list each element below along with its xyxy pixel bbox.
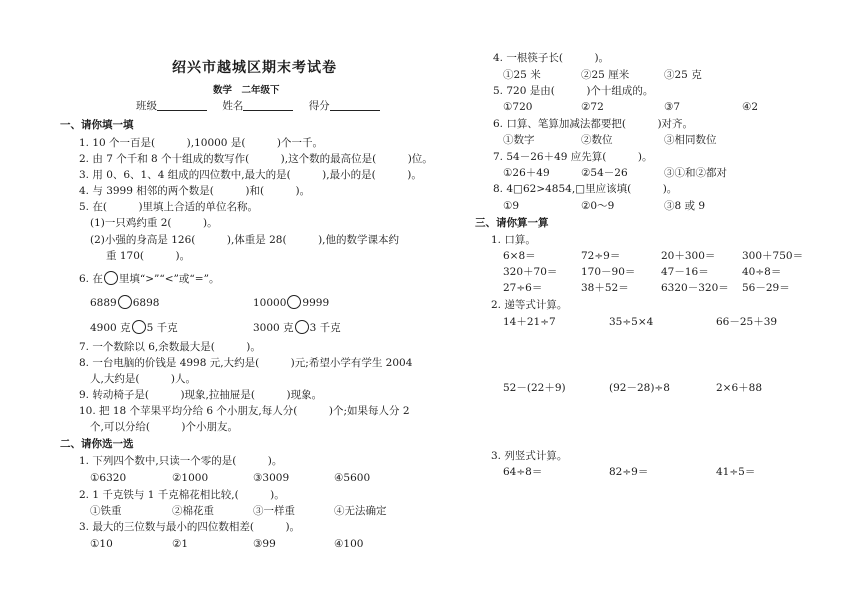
choose-q2: 2. 1 千克铁与 1 千克棉花相比较,( )。 bbox=[79, 489, 285, 501]
fill-q4: 4. 与 3999 相邻的两个数是( )和( )。 bbox=[79, 185, 311, 197]
choose-q4-opt1: ①25 米 bbox=[503, 69, 541, 81]
vertical-c2: 82÷9＝ bbox=[609, 466, 649, 478]
compare-4-right: 3 千克 bbox=[309, 322, 341, 334]
choose-q7: 7. 54－26＋49 应先算( )。 bbox=[493, 151, 653, 163]
fill-q7: 7. 一个数除以 6,余数最大是( )。 bbox=[79, 341, 261, 353]
choose-q8-opt3: ③8 或 9 bbox=[664, 200, 706, 212]
fill-q6-prefix: 6. 在 bbox=[79, 273, 103, 285]
choose-q6-opt3: ③相同数位 bbox=[664, 134, 717, 146]
oral-r2-c3: 47－16＝ bbox=[661, 266, 709, 278]
choose-q3: 3. 最大的三位数与最小的四位数相差( )。 bbox=[79, 521, 301, 533]
fill-q9: 9. 转动椅子是( )现象,拉抽屉是( )现象。 bbox=[79, 389, 323, 401]
choose-q3-opt4: ④100 bbox=[334, 538, 364, 550]
choose-q2-opt2: ②棉花重 bbox=[172, 505, 214, 517]
oral-r3-c4: 56－29＝ bbox=[742, 282, 790, 294]
compare-4-left: 3000 克 bbox=[253, 322, 294, 334]
score-label: 得分 bbox=[308, 100, 330, 112]
choose-q1: 1. 下列四个数中,只读一个零的是( )。 bbox=[79, 455, 283, 467]
student-info-line bbox=[136, 100, 380, 113]
fill-q10: 10. 把 18 个苹果平均分给 6 个小朋友,每人分( )个;如果每人分 2 bbox=[79, 405, 410, 417]
score-blank bbox=[330, 100, 380, 111]
fill-q3: 3. 用 0、6、1、4 组成的四位数中,最大的是( ),最小的是( )。 bbox=[79, 169, 422, 181]
choose-q8: 8. 4□62>4854,□里应该填( )。 bbox=[493, 183, 678, 195]
page-title: 绍兴市越城区期末考试卷 bbox=[172, 60, 337, 76]
oral-r1-c1: 6×8＝ bbox=[503, 250, 536, 262]
oral-r2-c1: 320＋70＝ bbox=[503, 266, 558, 278]
compare-item-2 bbox=[253, 295, 329, 310]
oral-calc-title: 1. 口算。 bbox=[491, 234, 536, 246]
choose-q6-opt2: ②数位 bbox=[581, 134, 613, 146]
choose-q4: 4. 一根筷子长( )。 bbox=[493, 52, 610, 64]
fill-q8-cont: 人,大约是( )人。 bbox=[90, 373, 197, 385]
step-r1-c3: 66－25＋39 bbox=[716, 316, 778, 328]
choose-q1-opt4: ④5600 bbox=[334, 472, 371, 484]
compare-item-1 bbox=[90, 295, 159, 310]
choose-q6: 6. 口算、笔算加减法都要把( )对齐。 bbox=[493, 118, 694, 130]
compare-2-left: 10000 bbox=[253, 297, 287, 309]
vertical-c3: 41÷5＝ bbox=[716, 466, 756, 478]
compare-1-right: 6898 bbox=[132, 297, 160, 309]
fill-q1: 1. 10 个一百是( ),10000 是( )个一千。 bbox=[79, 137, 324, 149]
fill-q8: 8. 一台电脑的价钱是 4998 元,大约是( )元;希望小学有学生 2004 bbox=[79, 357, 413, 369]
choose-q7-opt3: ③①和②都对 bbox=[664, 167, 727, 179]
step-r2-c1: 52－(22＋9) bbox=[503, 382, 566, 394]
choose-q5-opt1: ①720 bbox=[503, 101, 533, 113]
choose-q2-opt1: ①铁重 bbox=[90, 505, 122, 517]
oral-r1-c2: 72÷9＝ bbox=[581, 250, 621, 262]
fill-q10-cont: 个,可以分给( )个小朋友。 bbox=[90, 421, 239, 433]
compare-item-4 bbox=[253, 320, 341, 335]
choose-q2-opt3: ③一样重 bbox=[253, 505, 295, 517]
section-fill-heading: 一、请你填一填 bbox=[60, 119, 134, 131]
oral-r3-c2: 38＋52＝ bbox=[581, 282, 629, 294]
choose-q7-opt1: ①26＋49 bbox=[503, 167, 550, 179]
vertical-calc-title: 3. 列竖式计算。 bbox=[491, 450, 568, 462]
choose-q1-opt3: ③3009 bbox=[253, 472, 290, 484]
oral-r1-c3: 20＋300＝ bbox=[661, 250, 716, 262]
oral-r2-c2: 170－90＝ bbox=[581, 266, 636, 278]
fill-q2: 2. 由 7 个千和 8 个十组成的数写作( ),这个数的最高位是( )位。 bbox=[79, 153, 433, 165]
compare-circle-icon[interactable] bbox=[295, 320, 309, 334]
compare-circle-icon bbox=[104, 271, 118, 285]
section-calc-heading: 三、请你算一算 bbox=[475, 217, 549, 229]
step-r2-c3: 2×6＋88 bbox=[716, 382, 763, 394]
choose-q3-opt1: ①10 bbox=[90, 538, 113, 550]
vertical-c1: 64÷8＝ bbox=[503, 466, 543, 478]
fill-q5-part2-cont: 重 170( )。 bbox=[106, 250, 191, 262]
choose-q4-opt2: ②25 厘米 bbox=[581, 69, 630, 81]
compare-3-right: 5 千克 bbox=[146, 322, 178, 334]
compare-circle-icon[interactable] bbox=[132, 320, 146, 334]
fill-q5: 5. 在( )里填上合适的单位名称。 bbox=[79, 201, 259, 213]
compare-circle-icon[interactable] bbox=[118, 295, 132, 309]
compare-3-left: 4900 克 bbox=[90, 322, 131, 334]
page-subtitle: 数学 二年级下 bbox=[213, 85, 280, 96]
name-label: 姓名 bbox=[222, 100, 244, 112]
step-calc-title: 2. 递等式计算。 bbox=[491, 299, 568, 311]
choose-q5-opt2: ②72 bbox=[581, 101, 604, 113]
fill-q6-suffix: 里填“>”“<”或“=”。 bbox=[118, 273, 220, 285]
choose-q7-opt2: ②54－26 bbox=[581, 167, 628, 179]
choose-q1-opt1: ①6320 bbox=[90, 472, 127, 484]
class-label: 班级 bbox=[136, 100, 157, 112]
step-r1-c2: 35÷5×4 bbox=[609, 316, 654, 328]
choose-q8-opt1: ①9 bbox=[503, 200, 520, 212]
choose-q1-opt2: ②1000 bbox=[172, 472, 209, 484]
compare-1-left: 6889 bbox=[90, 297, 117, 309]
compare-item-3 bbox=[90, 320, 178, 335]
choose-q5-opt4: ④2 bbox=[742, 101, 759, 113]
step-r2-c2: (92－28)÷8 bbox=[609, 382, 670, 394]
choose-q3-opt2: ②1 bbox=[172, 538, 189, 550]
step-r1-c1: 14＋21÷7 bbox=[503, 316, 556, 328]
choose-q4-opt3: ③25 克 bbox=[664, 69, 702, 81]
oral-r3-c3: 6320－320＝ bbox=[661, 282, 729, 294]
fill-q5-part2: (2)小强的身高是 126( ),体重是 28( ),他的数学课本约 bbox=[90, 234, 400, 246]
choose-q3-opt3: ③99 bbox=[253, 538, 276, 550]
choose-q6-opt1: ①数字 bbox=[503, 134, 535, 146]
oral-r1-c4: 300＋750＝ bbox=[742, 250, 804, 262]
oral-r3-c1: 27÷6＝ bbox=[503, 282, 543, 294]
oral-r2-c4: 40÷8＝ bbox=[742, 266, 782, 278]
choose-q2-opt4: ④无法确定 bbox=[334, 505, 387, 517]
choose-q5-opt3: ③7 bbox=[664, 101, 681, 113]
fill-q6 bbox=[79, 271, 219, 286]
compare-2-right: 9999 bbox=[302, 297, 330, 309]
name-blank bbox=[243, 100, 293, 111]
class-blank bbox=[157, 100, 207, 111]
section-choose-heading: 二、请你选一选 bbox=[60, 438, 134, 450]
compare-circle-icon[interactable] bbox=[287, 295, 301, 309]
fill-q5-part1: (1)一只鸡约重 2( )。 bbox=[90, 217, 218, 229]
choose-q5: 5. 720 是由( )个十组成的。 bbox=[493, 85, 654, 97]
choose-q8-opt2: ②0～9 bbox=[581, 200, 615, 212]
